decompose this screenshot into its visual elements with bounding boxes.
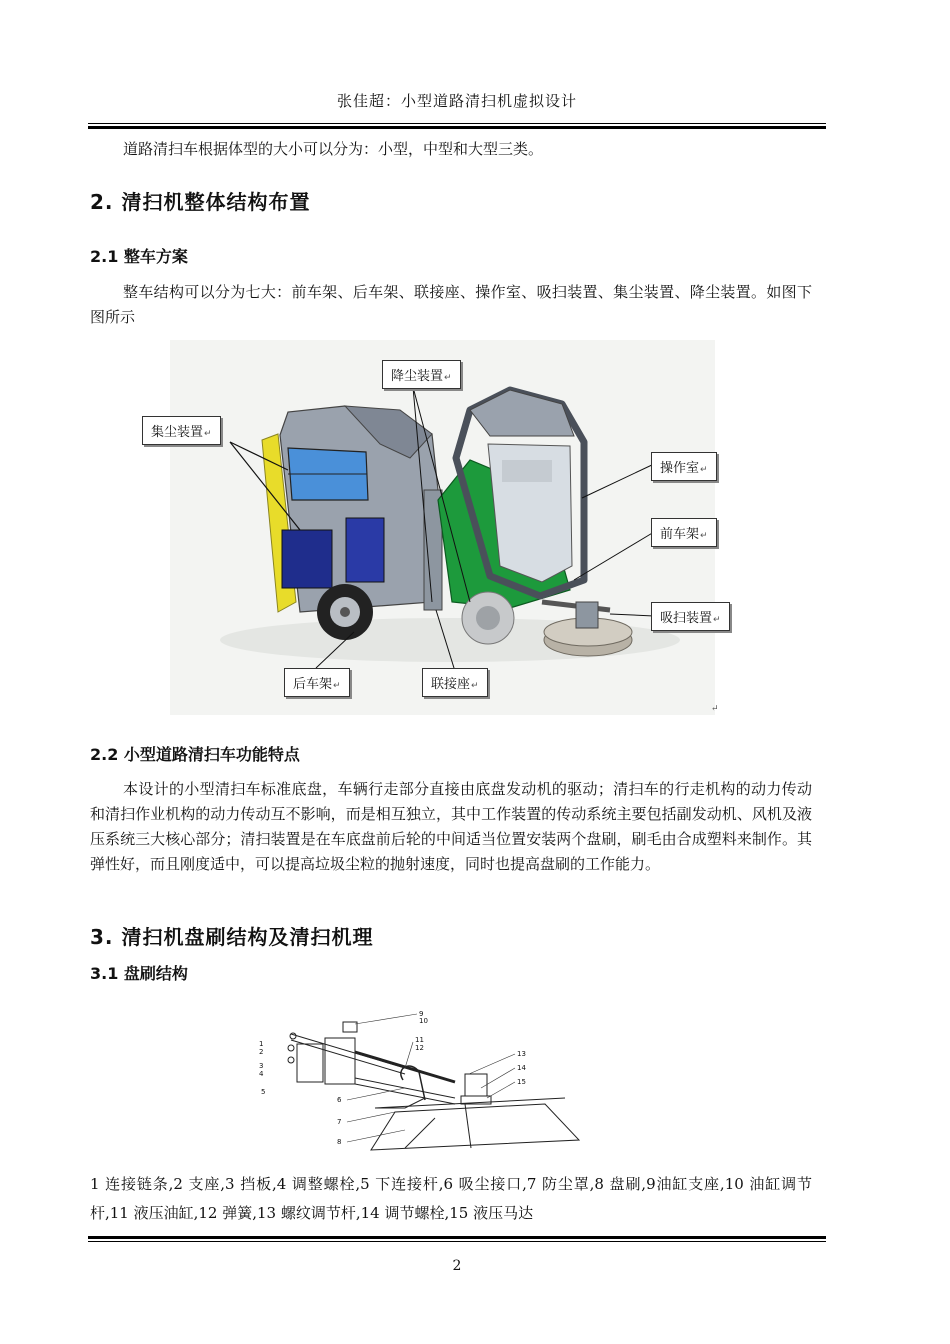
fig2-number-3: 3 [259, 1062, 264, 1070]
callout-operator-cab [651, 452, 717, 481]
return-mark: ↵ [700, 465, 708, 475]
footer-rule-thick [88, 1236, 826, 1239]
callout-connector [422, 668, 488, 697]
figure-return-mark: ↵ [711, 704, 719, 714]
callout-front-frame [651, 518, 717, 547]
fig2-number-4: 4 [259, 1070, 264, 1078]
callout-connector-label: 联接座 [431, 677, 471, 692]
section-3-1-heading: 3.1 盘刷结构 [90, 964, 188, 983]
sweeper-illustration [170, 340, 715, 715]
fig2-number-7: 7 [337, 1118, 342, 1126]
page-number: 2 [452, 1258, 462, 1274]
fig2-number-6: 6 [337, 1096, 342, 1104]
header-rule-thin [88, 123, 826, 124]
callout-front-frame-label: 前车架 [660, 527, 700, 542]
callout-suction-sweep-label: 吸扫装置 [660, 611, 713, 626]
running-header: 张佳超：小型道路清扫机虚拟设计 [336, 92, 577, 110]
fig2-number-14: 14 [517, 1064, 526, 1072]
section-2-1-paragraph: 整车结构可以分为七大：前车架、后车架、联接座、操作室、吸扫装置、集尘装置、降尘装置。如图下图所示 [90, 283, 812, 326]
fig2-number-5: 5 [261, 1088, 266, 1096]
callout-rear-frame [284, 668, 350, 697]
callout-dust-collection [142, 416, 221, 445]
return-mark: ↵ [471, 681, 479, 691]
fig2-number-9: 9 [419, 1010, 424, 1018]
fig2-number-2: 2 [259, 1048, 264, 1056]
fig2-number-1: 1 [259, 1040, 264, 1048]
return-mark: ↵ [700, 531, 708, 541]
section-2-2-paragraph: 本设计的小型清扫车标准底盘，车辆行走部分直接由底盘发动机的驱动；清扫车的行走机构的动力传动和清扫作业机构的动力传动互不影响，而是相互独立，其中工作装置的传动系统主要包括副发动机、风机及液压系统三大核心部分；清扫装置是在车底盘前后轮的中间适当位置安装两个盘刷，刷毛由合成塑料来制作。其弹性好，而且刚度适中，可以提高垃圾尘粒的抛射速度，同时也提高盘刷的工作能力。 [90, 780, 812, 873]
disc-brush-structure-figure [255, 1008, 585, 1158]
callout-suction-sweep [651, 602, 730, 631]
fig2-number-11: 11 [415, 1036, 424, 1044]
fig2-number-8: 8 [337, 1138, 342, 1146]
sweeper-overview-figure [151, 340, 721, 715]
section-3-heading: 3. 清扫机盘刷结构及清扫机理 [90, 925, 374, 949]
return-mark: ↵ [713, 615, 721, 625]
footer-rule-thin [88, 1241, 826, 1242]
callout-rear-frame-label: 后车架 [293, 677, 333, 692]
callout-dust-suppression [382, 360, 461, 389]
fig2-number-12: 12 [415, 1044, 424, 1052]
fig2-number-13: 13 [517, 1050, 526, 1058]
callout-dust-suppression-label: 降尘装置 [391, 369, 444, 384]
callout-dust-collection-label: 集尘装置 [151, 425, 204, 440]
return-mark: ↵ [444, 373, 452, 383]
section-2-1-heading: 2.1 整车方案 [90, 247, 188, 266]
section-2-heading: 2. 清扫机整体结构布置 [90, 190, 311, 214]
section-2-2-heading: 2.2 小型道路清扫车功能特点 [90, 745, 300, 764]
callout-operator-cab-label: 操作室 [660, 461, 700, 476]
fig2-number-10: 10 [419, 1017, 428, 1025]
disc-brush-line-drawing [255, 1008, 585, 1158]
figure-2-caption: 1 连接链条,2 支座,3 挡板,4 调整螺栓,5 下连接杆,6 吸尘接口,7 防尘罩,8 盘刷,9油缸支座,10 油缸调节杆,11 液压油缸,12 弹簧,13 螺纹调节杆,14 调节螺栓,15 液压马达 [90, 1175, 812, 1222]
fig2-number-15: 15 [517, 1078, 526, 1086]
return-mark: ↵ [204, 429, 212, 439]
intro-paragraph: 道路清扫车根据体型的大小可以分为：小型，中型和大型三类。 [123, 140, 544, 158]
header-rule-thick [88, 126, 826, 129]
return-mark: ↵ [333, 681, 341, 691]
